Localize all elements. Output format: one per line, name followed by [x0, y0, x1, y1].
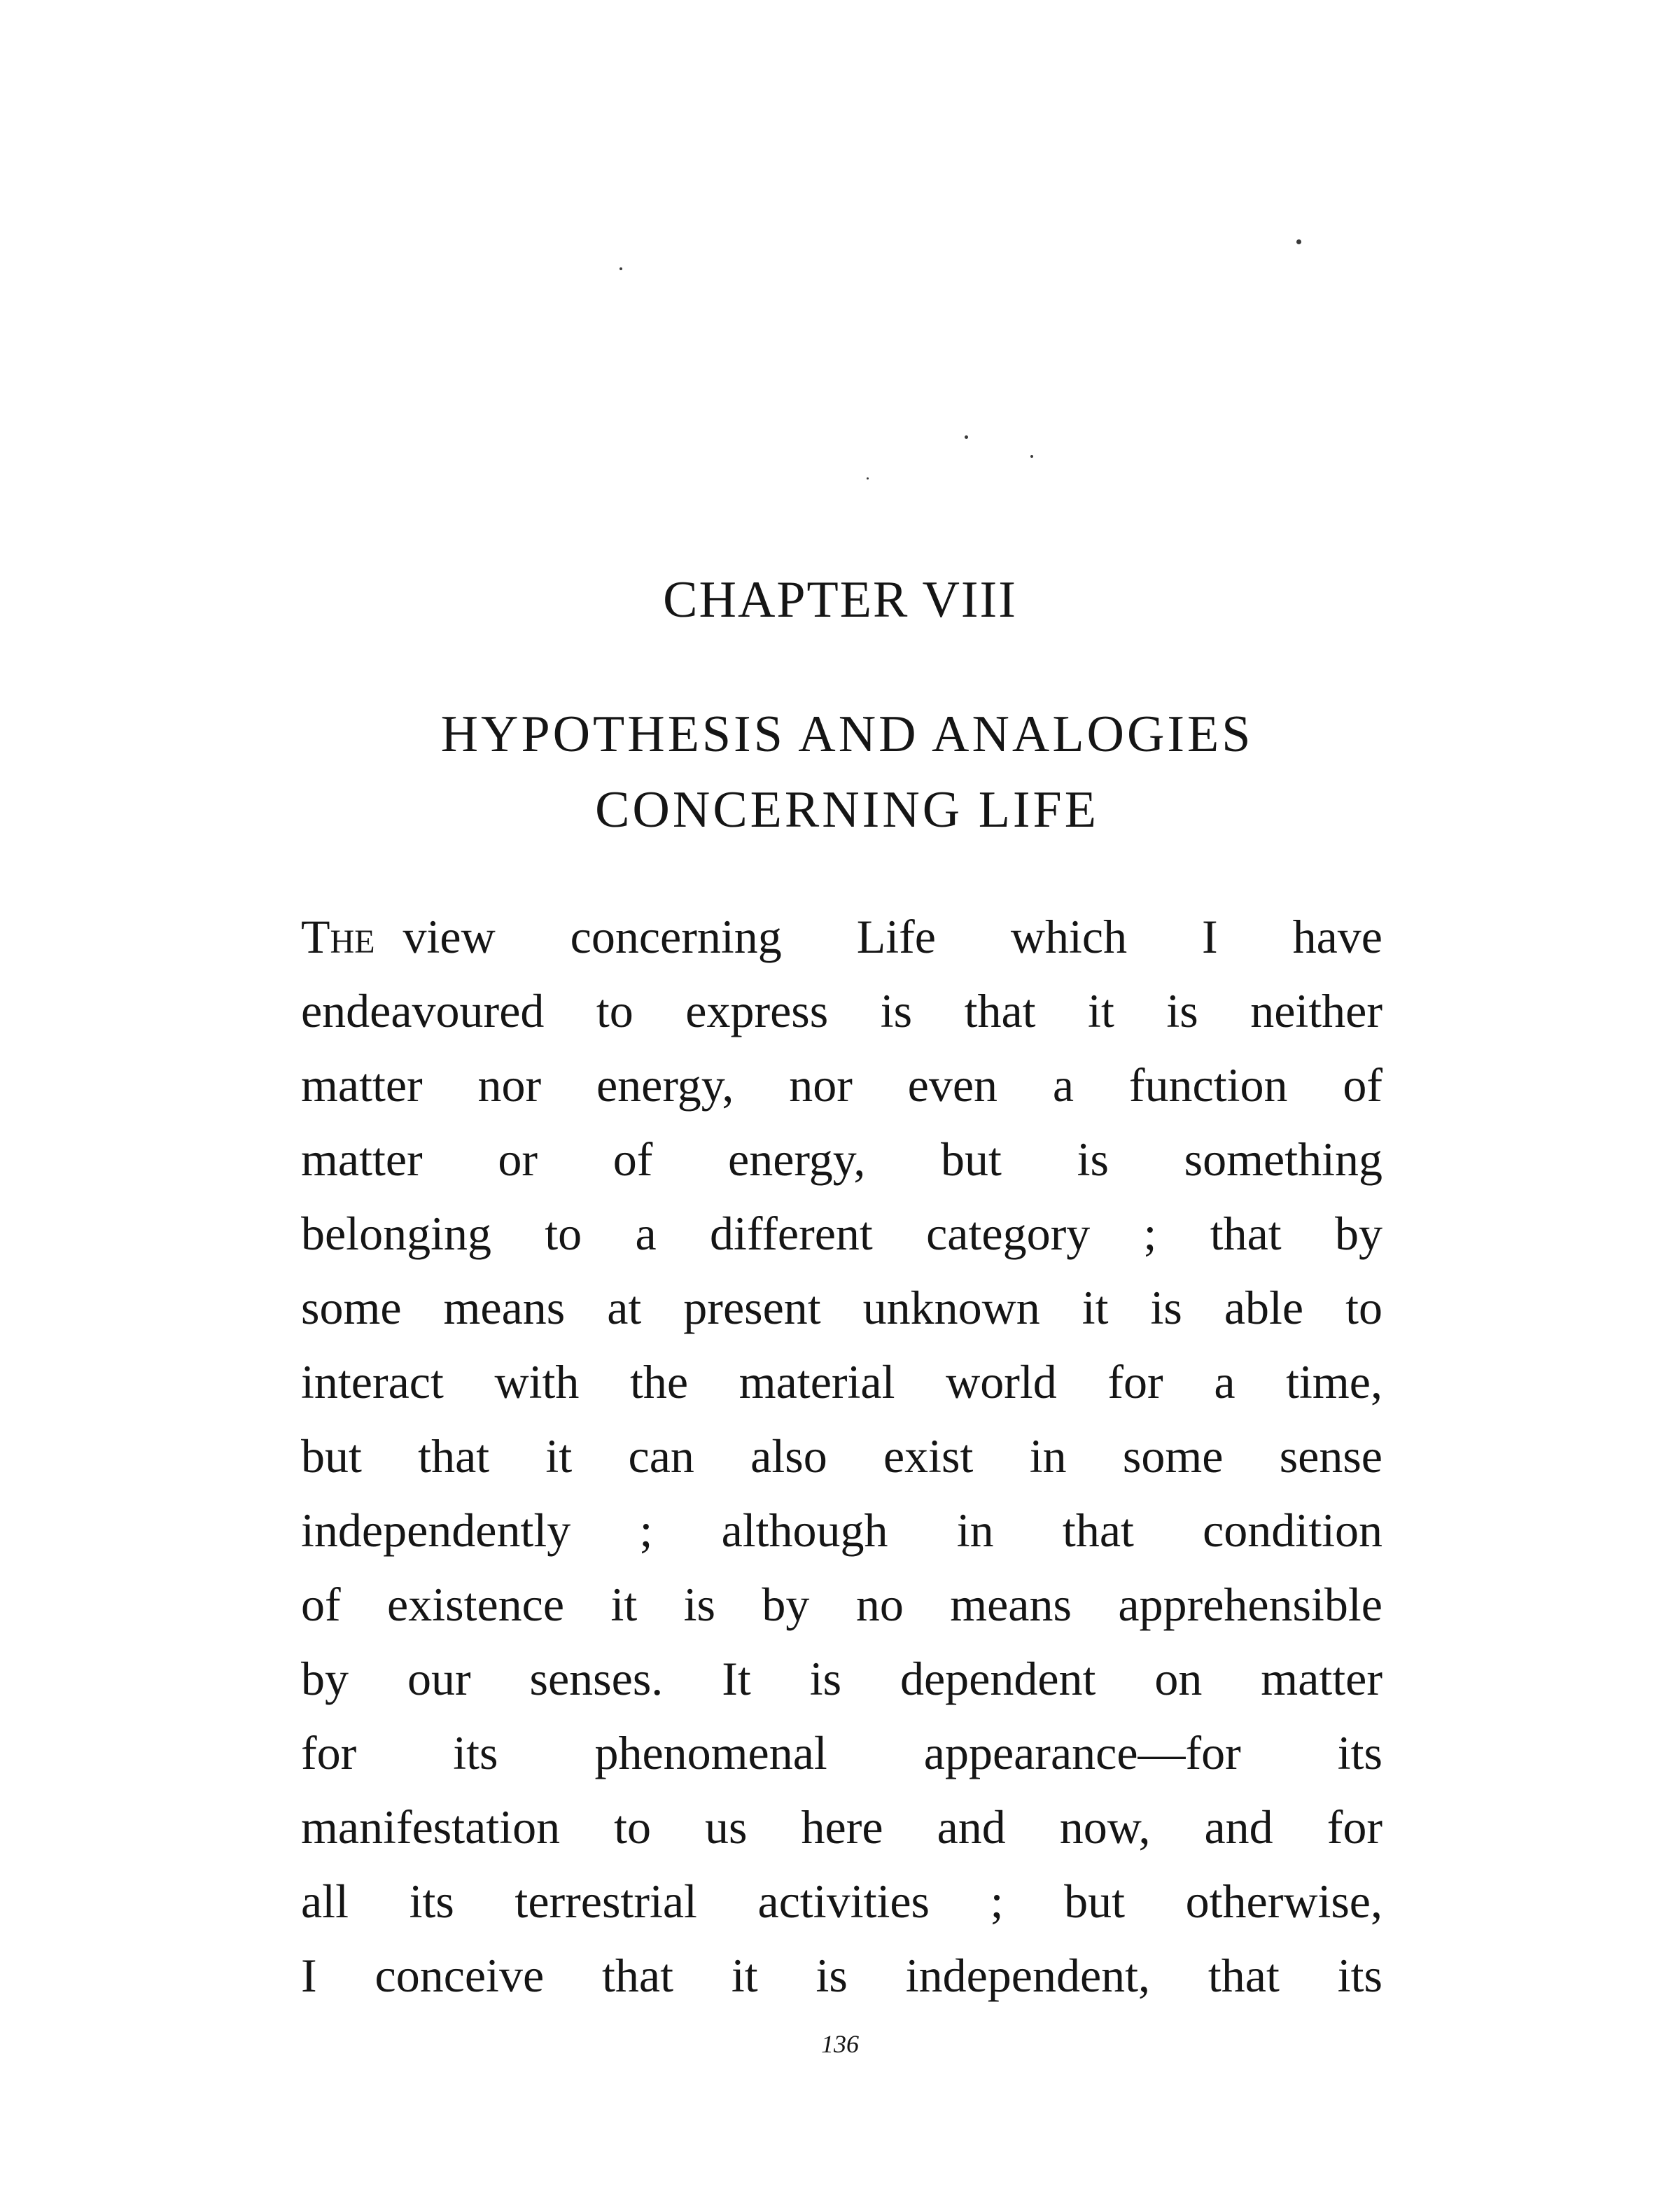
line-text: of existence it is by no means apprehensible — [301, 1578, 1382, 1631]
text-line — [301, 1196, 1382, 1270]
scan-speck — [867, 477, 869, 479]
chapter-title-line: HYPOTHESIS AND ANALOGIES — [440, 706, 1254, 763]
text-line — [301, 1938, 1382, 2012]
line-text: endeavoured to express is that it is neither — [301, 984, 1382, 1037]
lead-word: The — [301, 910, 375, 963]
line-text: for its phenomenal appearance—for its — [301, 1726, 1382, 1779]
text-line — [301, 1048, 1382, 1122]
text-line — [301, 1716, 1382, 1790]
scan-speck — [620, 267, 622, 270]
page-number: 136 — [821, 2030, 859, 2058]
text-line — [301, 1790, 1382, 1864]
text-line — [301, 974, 1382, 1048]
line-text: but that it can also exist in some sense — [301, 1429, 1382, 1483]
line-text: belonging to a different category ; that by — [301, 1207, 1382, 1260]
line-text: all its terrestrial activities ; but otherwise, — [301, 1875, 1382, 1928]
line-text: view concerning Life which I have — [402, 910, 1382, 963]
line-text: matter nor energy, nor even a function of — [301, 1058, 1382, 1112]
text-line — [301, 899, 1382, 974]
line-text: matter or of energy, but is something — [301, 1133, 1382, 1186]
text-line — [301, 1864, 1382, 1938]
text-line — [301, 1122, 1382, 1196]
scan-speck — [965, 435, 968, 439]
text-line — [301, 1270, 1382, 1345]
line-text: some means at present unknown it is able to — [301, 1281, 1382, 1334]
text-line — [301, 1567, 1382, 1642]
chapter-title — [301, 696, 1393, 848]
text-line — [301, 1345, 1382, 1419]
text-line — [301, 1419, 1382, 1493]
text-line — [301, 1493, 1382, 1567]
body-text — [301, 899, 1382, 2012]
chapter-title-line: CONCERNING LIFE — [595, 781, 1099, 839]
line-text: by our senses. It is dependent on matter — [301, 1652, 1382, 1705]
scan-speck — [1296, 239, 1301, 244]
line-text: interact with the material world for a time, — [301, 1355, 1382, 1408]
line-text: manifestation to us here and now, and for — [301, 1800, 1382, 1854]
scan-speck — [1030, 455, 1033, 458]
line-text: I conceive that it is independent, that its — [301, 1949, 1382, 2002]
text-line — [301, 1642, 1382, 1716]
chapter-number: CHAPTER VIII — [663, 571, 1017, 629]
line-text: independently ; although in that condition — [301, 1504, 1382, 1557]
